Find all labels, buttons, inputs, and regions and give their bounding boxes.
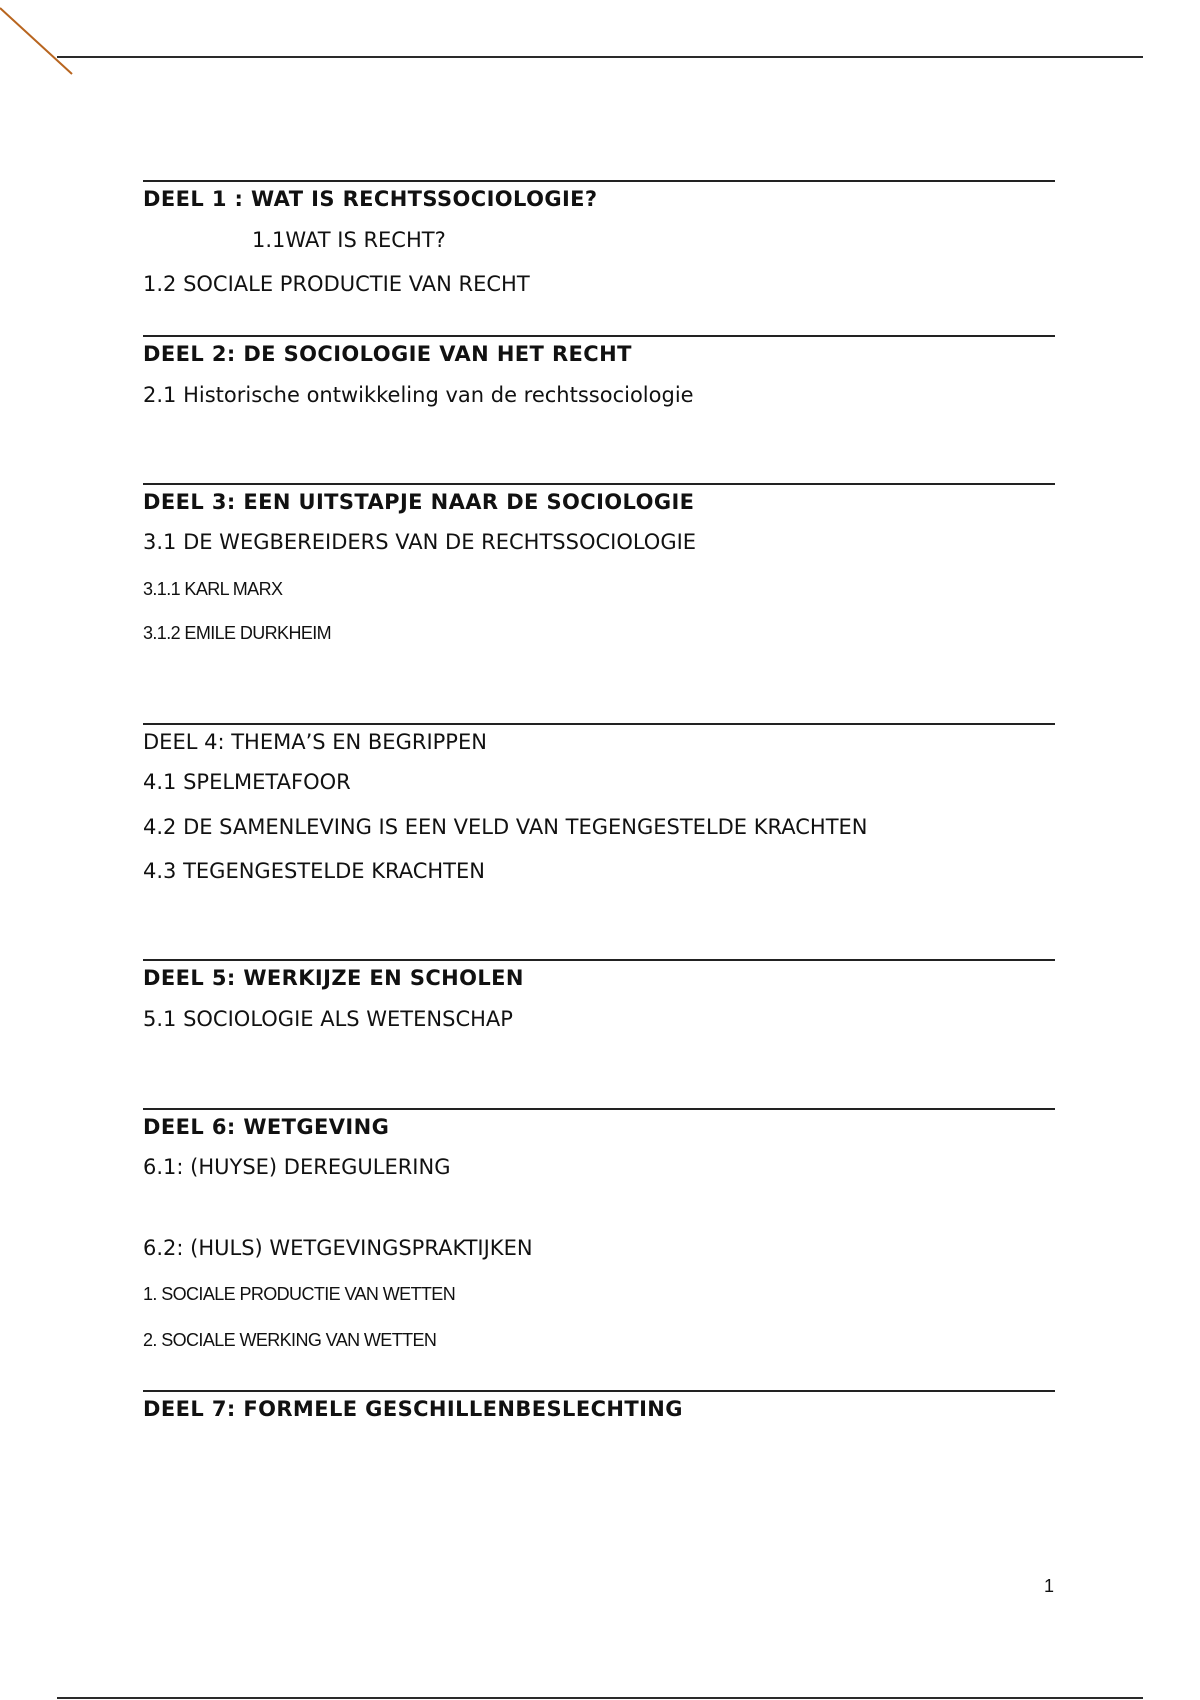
toc-item-1-1: 1.1WAT IS RECHT? xyxy=(252,228,446,252)
toc-item-3-1: 3.1 DE WEGBEREIDERS VAN DE RECHTSSOCIOLOGIE xyxy=(143,530,697,554)
toc-subitem-3-1-1: 3.1.1 KARL MARX xyxy=(143,579,283,599)
toc-item-2-1: 2.1 Historische ontwikkeling van de rechtssociologie xyxy=(143,383,694,407)
toc-subitem-6-2-2: 2. SOCIALE WERKING VAN WETTEN xyxy=(143,1330,437,1350)
toc-item-4-1: 4.1 SPELMETAFOOR xyxy=(143,770,351,794)
toc-item-5-1: 5.1 SOCIOLOGIE ALS WETENSCHAP xyxy=(143,1007,513,1031)
page-number: 1 xyxy=(1044,1576,1055,1596)
toc-item-6-2: 6.2: (HULS) WETGEVINGSPRAKTIJKEN xyxy=(143,1236,533,1260)
section-heading-deel7: DEEL 7: FORMELE GESCHILLENBESLECHTING xyxy=(143,1390,1055,1422)
corner-decoration xyxy=(0,0,80,80)
header-rule xyxy=(57,56,1143,58)
toc-subitem-3-1-2: 3.1.2 EMILE DURKHEIM xyxy=(143,623,332,643)
toc-subitem-6-2-1: 1. SOCIALE PRODUCTIE VAN WETTEN xyxy=(143,1284,456,1304)
toc-item-6-1: 6.1: (HUYSE) DEREGULERING xyxy=(143,1155,451,1179)
footer-rule xyxy=(57,1697,1143,1699)
section-heading-deel4: DEEL 4: THEMA’S EN BEGRIPPEN xyxy=(143,723,1055,755)
section-heading-deel2: DEEL 2: DE SOCIOLOGIE VAN HET RECHT xyxy=(143,335,1055,367)
section-heading-deel5: DEEL 5: WERKIJZE EN SCHOLEN xyxy=(143,959,1055,991)
toc-item-1-2: 1.2 SOCIALE PRODUCTIE VAN RECHT xyxy=(143,272,530,296)
section-heading-deel3: DEEL 3: EEN UITSTAPJE NAAR DE SOCIOLOGIE xyxy=(143,483,1055,515)
toc-item-4-2: 4.2 DE SAMENLEVING IS EEN VELD VAN TEGENGESTELDE KRACHTEN xyxy=(143,815,868,839)
section-heading-deel1: DEEL 1 : WAT IS RECHTSSOCIOLOGIE? xyxy=(143,180,1055,212)
toc-item-4-3: 4.3 TEGENGESTELDE KRACHTEN xyxy=(143,859,485,883)
section-heading-deel6: DEEL 6: WETGEVING xyxy=(143,1108,1055,1140)
